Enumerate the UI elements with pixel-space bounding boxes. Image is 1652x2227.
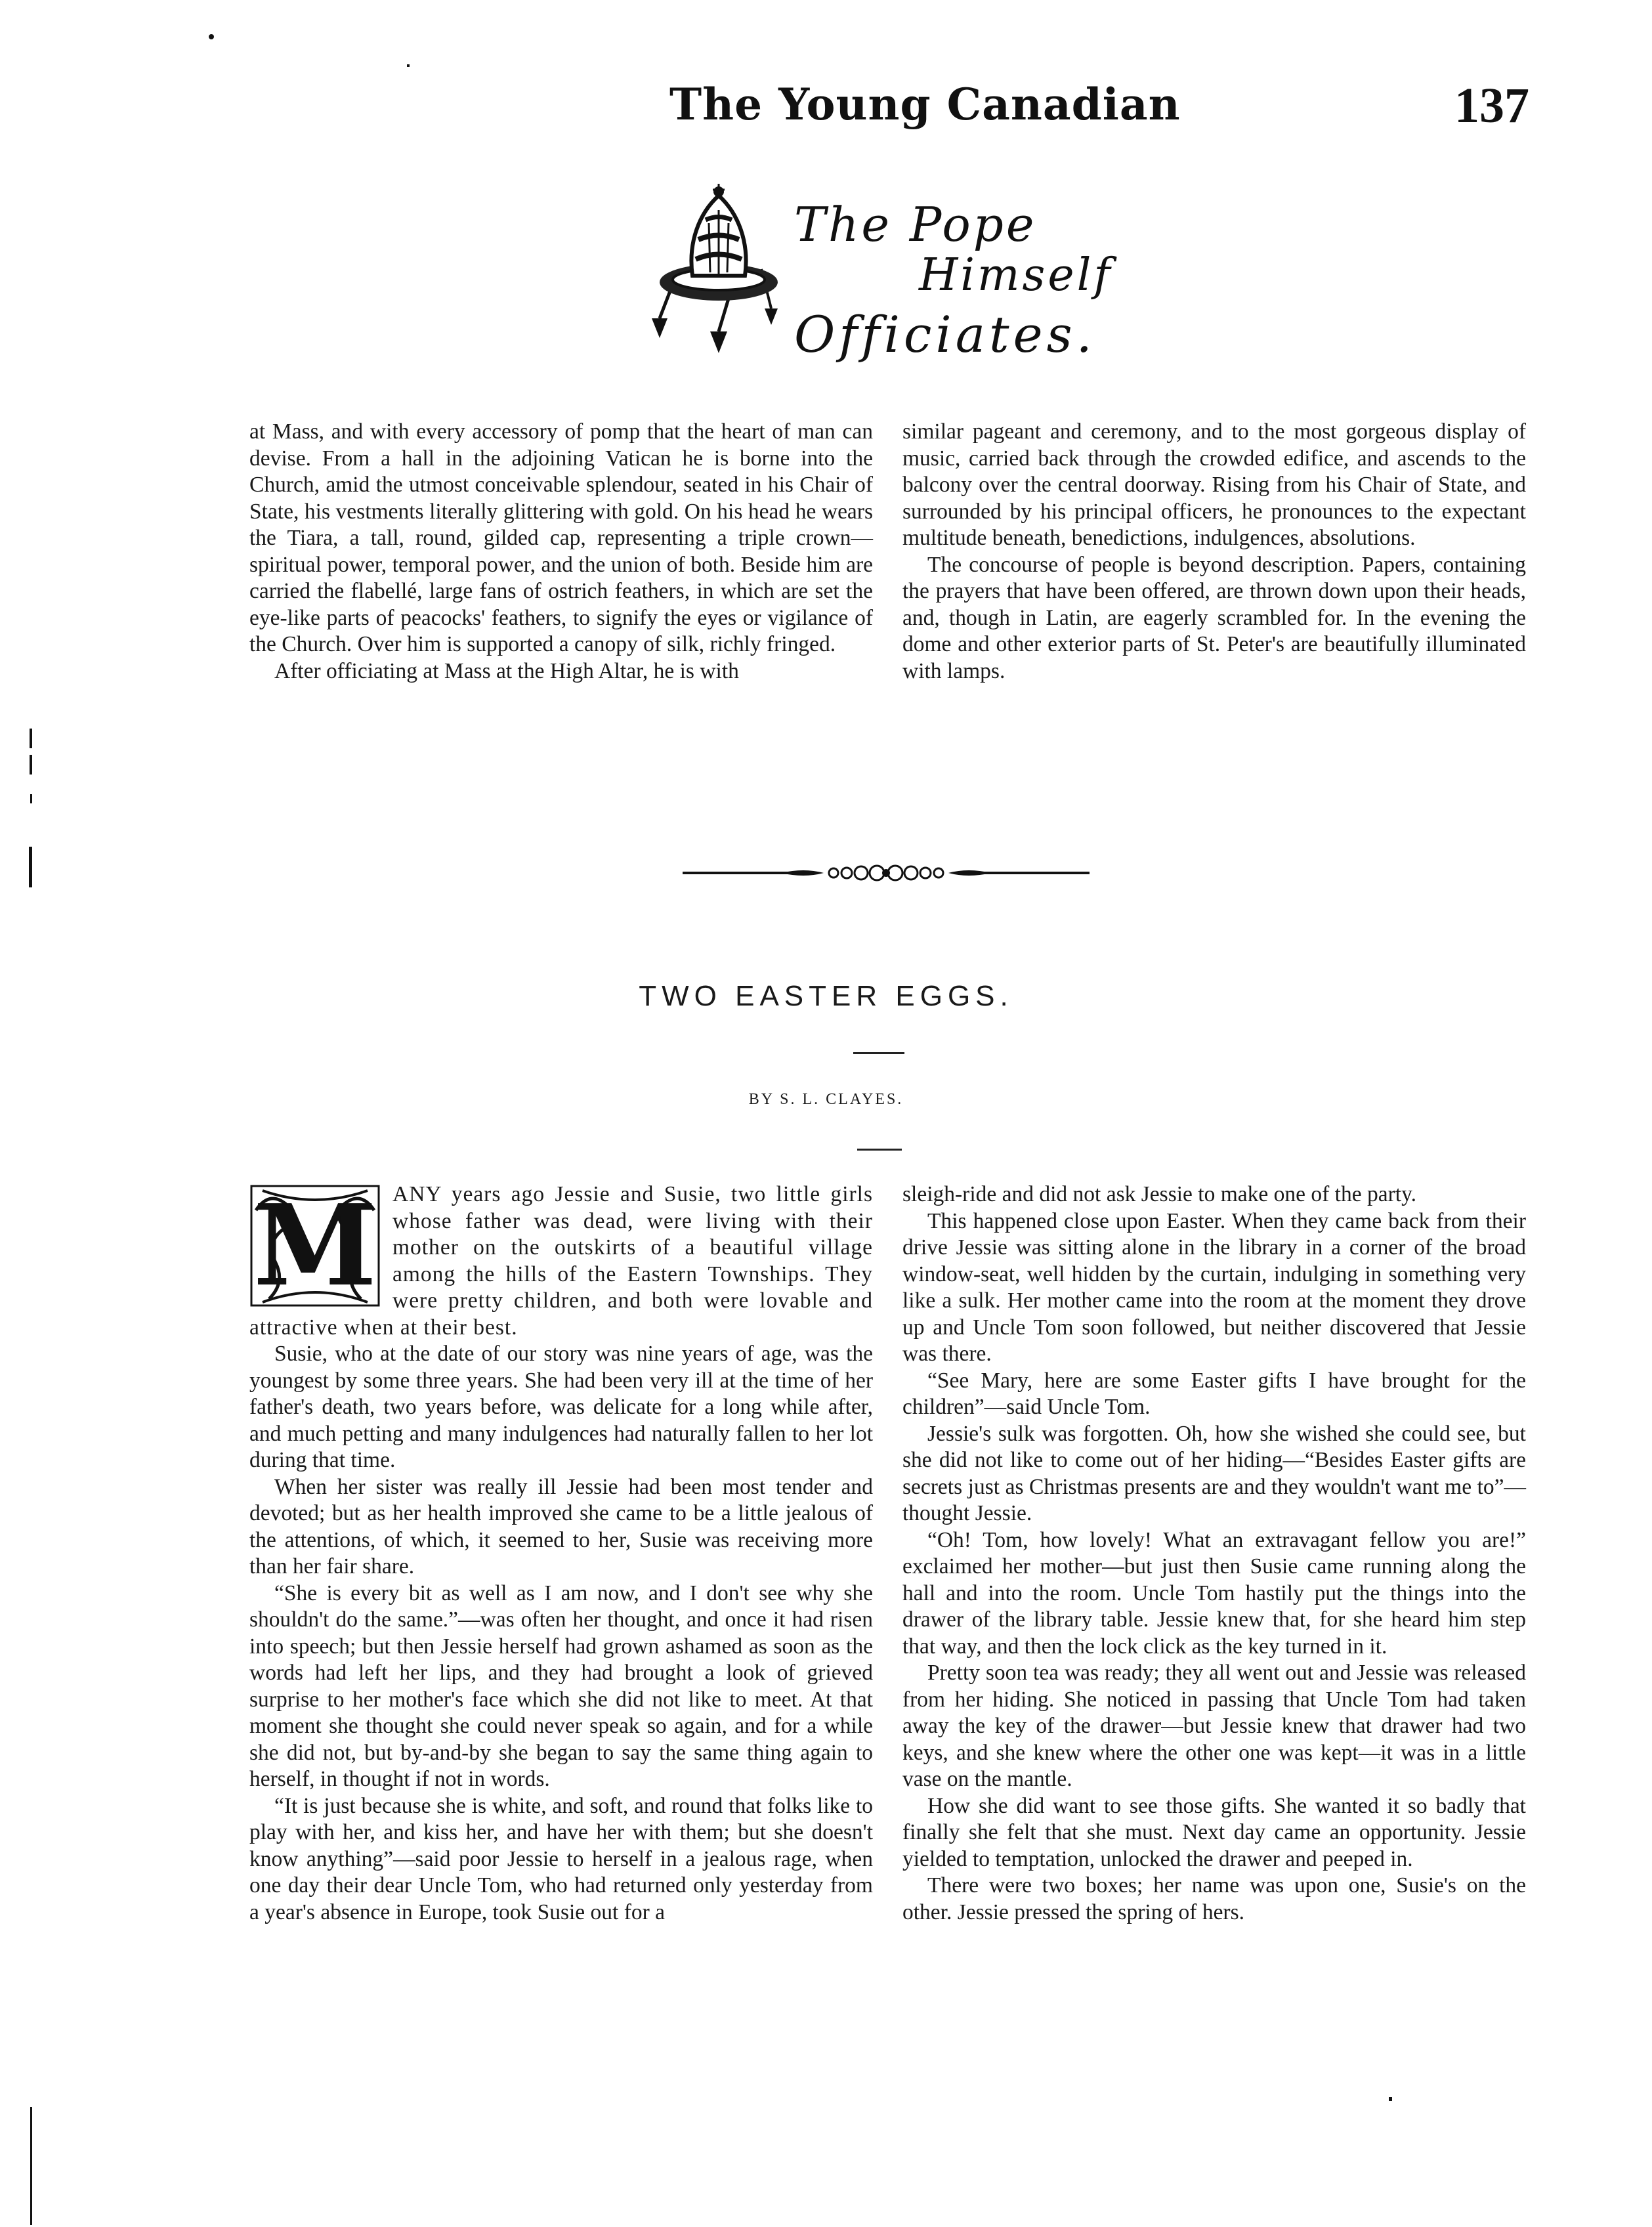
drop-cap [249,1180,381,1311]
paragraph: similar pageant and ceremony, and to the most gorgeous display of music, carried back through the crowded edifice, and ascends to the balcony over the central doorway. Rising from his Chair of State, and surrounded by his principal officers, he pronounces to the expectant multitude beneath, benedictions, indulgences, absolutions. [902,419,1526,550]
paragraph: at Mass, and with every accessory of pomp that the heart of man can devise. From a hall in the adjoining Vatican he is borne into the Church, amid the utmost conceivable splendour, seated in his Chair of State, his vestments literally glittering with gold. On his head he wears the Tiara, a tall, round, gilded cap, representing a triple crown—spiritual power, temporal power, and the union of both. Beside him are carried the flabellé, large fans of ostrich feathers, in which are set the eye-like parts of peacocks' feathers, to signify the eyes or vigilance of the Church. Over him is supported a canopy of silk, richly fringed. [249,419,873,656]
margin-mark [29,847,32,887]
paragraph: When her sister was really ill Jessie had been most tender and devoted; but as her health improved she came to be a little jealous of the attentions, of which, it seemed to her, Susie was receiving more than her fair share. [249,1474,873,1579]
heading-line-2: Himself [919,249,1113,301]
paragraph: How she did want to see those gifts. She wanted it so badly that finally she felt that she must. Next day came an opportunity. Jessie yielded to temptation, unlocked the drawer and peeped in. [902,1793,1526,1871]
paragraph: “See Mary, here are some Easter gifts I have brought for the children”—said Uncle Tom. [902,1368,1526,1419]
pope-article-column-2 [902,419,1526,685]
hand-lettered-title [794,197,1135,374]
scan-speck [407,64,410,67]
paragraph: sleigh-ride and did not ask Jessie to make one of the party. [902,1182,1417,1206]
running-head [669,79,1542,151]
paragraph: After officiating at Mass at the High Altar, he is with [274,658,739,683]
story-column-2 [902,1181,1526,1926]
title-rule [853,1052,904,1054]
paragraph: Susie, who at the date of our story was nine years of age, was the youngest by some three years. She had been very ill at the time of her father's death, two years before, was delicate for a long while after, and much petting and many indulgences had naturally fallen to her lot during that time. [249,1342,873,1472]
pope-article-column-1 [249,419,873,685]
drop-cap-letter: M [253,1180,377,1311]
section-heading-illustration [630,184,1142,381]
margin-mark [30,2107,32,2225]
scan-speck [209,34,214,39]
paragraph: Pretty soon tea was ready; they all went out and Jessie was released from her hiding. She noticed in passing that Uncle Tom had taken away the key of the drawer—but Jessie knew that drawer had two keys, and she knew where the other one was kept—it was in a little vase on the mantle. [902,1661,1526,1791]
margin-mark [30,794,32,803]
page-number: 137 [1454,78,1529,133]
lead-paragraph [249,1181,873,1341]
paragraph: The concourse of people is beyond description. Papers, containing the prayers that have been offered, are thrown down upon their heads, and, though in Latin, are eagerly scrambled for. In the evening the dome and other exterior parts of St. Peter's are beautifully illuminated with lamps. [902,552,1526,683]
scan-speck [1389,2097,1392,2101]
paragraph: “Oh! Tom, how lovely! What an extravagant fellow you are!” exclaimed her mother—but just then Susie came running along the hall and into the room. Uncle Tom hastily put the things into the drawer of the library table. Jessie knew that, for she heard him step that way, and then the lock click as the key turned in it. [902,1527,1526,1659]
ornamental-divider [683,860,1090,886]
story-title: TWO EASTER EGGS. [639,980,1013,1012]
heading-line-1: The Pope [794,197,1037,252]
story-column-1 [249,1181,873,1926]
paragraph: There were two boxes; her name was upon one, Susie's on the other. Jessie pressed the spring of hers. [902,1873,1526,1924]
story-byline: BY S. L. CLAYES. [748,1091,904,1108]
paragraph: This happened close upon Easter. When they came back from their drive Jessie was sitting alone in the library in a corner of the broad window-seat, well hidden by the curtain, indulging in something very like a sulk. Her mother came into the room at the moment they drove up and Uncle Tom soon followed, but neither discovered that Jessie was there. [902,1208,1526,1366]
heading-line-3: Officiates. [794,305,1096,364]
paragraph: Jessie's sulk was forgotten. Oh, how she wished she could see, but she did not like to come out of her hiding—“Besides Easter gifts are secrets just as Christmas presents are and they wouldn't want me to”—thought Jessie. [902,1421,1526,1525]
margin-mark [30,729,32,748]
margin-mark [30,755,32,774]
paragraph: “It is just because she is white, and soft, and round that folks like to play with her, and kiss her, and have her with them; but she doesn't know anything”—said poor Jessie to herself in a jealous rage, when one day their dear Uncle Tom, who had returned only yesterday from a year's absence in Europe, took Susie out for a [249,1793,873,1924]
paragraph: “She is every bit as well as I am now, and I don't see why she shouldn't do the same.”—was often her thought, and once it had risen into speech; but then Jessie herself had grown ashamed as soon as the words had left her lips, and they had brought a look of grieved surprise to her mother's face which she did not like to meet. At that moment she thought she could never speak so again, and for a while she did not, but by-and-by she began to say the same thing again to herself, in thought if not in words. [249,1580,873,1791]
byline-rule [857,1149,902,1151]
magazine-title: The Young Canadian [669,79,1181,130]
lead-text: ANY years ago Jessie and Susie, two little girls whose father was dead, were living with their mother on the outskirts of a beautiful village among the hills of the Eastern Townships. They were pretty children, and both were lovable and attractive when at their best. [249,1182,873,1340]
